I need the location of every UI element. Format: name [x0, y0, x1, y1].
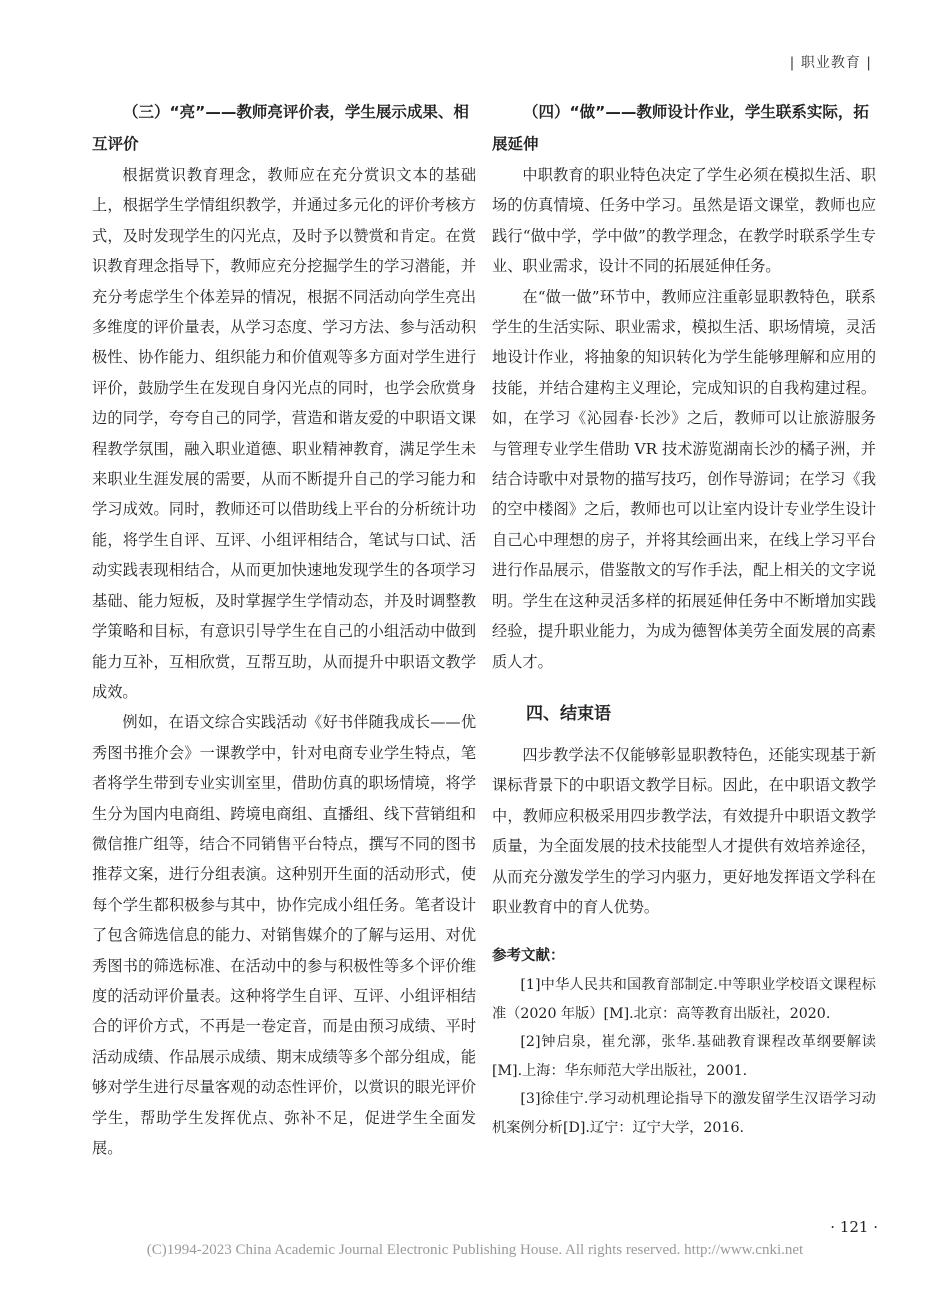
journal-section-header: | 职业教育 |	[789, 55, 872, 71]
body-paragraph: 根据赏识教育理念，教师应在充分赏识文本的基础上，根据学生学情组织教学，并通过多元化的评价考核方式，及时发现学生的闪光点，及时予以赞赏和肯定。在赏识教育理念指导下，教师应充分挖掘学生的学习潜能，并充分考虑学生个体差异的情况，根据不同活动向学生亮出多维度的评价量表，从学习态度、学习方法、参与活动积极性、协作能力、组织能力和价值观等多方面对学生进行评价，鼓励学生在发现自身闪光点的同时，也学会欣赏身边的同学，夸夸自己的同学，营造和谐友爱的中职语文课程教学氛围，融入职业道德、职业精神教育，满足学生未来职业生涯发展的需要，从而不断提升自己的学习能力和学习成效。同时，教师还可以借助线上平台的分析统计功能，将学生自评、互评、小组评相结合，笔试与口试、活动实践表现相结合，从而更加快速地发现学生的各项学习基础、能力短板，及时掌握学生学情动态，并及时调整教学策略和目标，有意识引导学生在自己的小组活动中做到能力互补，互相欣赏，互帮互助，从而提升中职语文教学成效。	[92, 166, 476, 701]
body-paragraph: 例如，在语文综合实践活动《好书伴随我成长——优秀图书推介会》一课教学中，针对电商专业学生特点，笔者将学生带到专业实训室里，借助仿真的职场情境，将学生分为国内电商组、跨境电商组、直播组、线下营销组和微信推广组等，结合不同销售平台特点，撰写不同的图书推荐文案，进行分组表演。这种别开生面的活动形式，使每个学生都积极参与其中，协作完成小组任务。笔者设计了包含筛选信息的能力、对销售媒介的了解与运用、对优秀图书的筛选标准、在活动中的参与积极性等多个评价维度的活动评价量表。这种将学生自评、互评、小组评相结合的评价方式，不再是一卷定音，而是由预习成绩、平时活动成绩、作品展示成绩、期末成绩等多个部分组成，能够对学生进行尽量客观的动态性评价，以赏识的眼光评价学生，帮助学生发挥优点、弥补不足，促进学生全面发展。	[92, 713, 476, 1157]
body-paragraph: 在“做一做”环节中，教师应注重彰显职教特色，联系学生的生活实际、职业需求，模拟生活、职场情境，灵活地设计作业，将抽象的知识转化为学生能够理解和应用的技能，并结合建构主义理论，完成知识的自我构建过程。如，在学习《沁园春·长沙》之后，教师可以让旅游服务与管理专业学生借助 VR 技术游览湖南长沙的橘子洲，并结合诗歌中对景物的描写技巧，创作导游词；在学习《我的空中楼阁》之后，教师也可以让室内设计专业学生设计自己心中理想的房子，并将其绘画出来，在线上学习平台进行作品展示，借鉴散文的写作手法，配上相关的文字说明。学生在这种灵活多样的拓展延伸任务中不断增加实践经验，提升职业能力，为成为德智体美劳全面发展的高素质人才。	[492, 287, 876, 671]
reference-item: [3]徐佳宁.学习动机理论指导下的激发留学生汉语学习动机案例分析[D].辽宁：辽宁大学，2016.	[492, 1091, 876, 1136]
body-paragraph: 中职教育的职业特色决定了学生必须在模拟生活、职场的仿真情境、任务中学习。虽然是语文课堂，教师也应践行“做中学，学中做”的教学理念，在教学时联系学生专业、职业需求，设计不同的拓展延伸任务。	[492, 166, 876, 276]
left-column	[92, 96, 476, 1163]
right-column	[492, 96, 876, 1142]
conclusion-paragraph: 四步教学法不仅能够彰显职教特色，还能实现基于新课标背景下的中职语文教学目标。因此，在中职语文教学中，教师应积极采用四步教学法，有效提升中职语文教学质量，为全面发展的技术技能型人才提供有效培养途径，从而充分激发学生的学习内驱力，更好地发挥语文学科在职业教育中的育人优势。	[492, 745, 876, 916]
reference-item: [1]中华人民共和国教育部制定.中等职业学校语文课程标准（2020 年版）[M].北京：高等教育出版社，2020.	[492, 977, 876, 1022]
page-number: · 121 ·	[830, 1218, 878, 1236]
section-title-zuo: （四）“做”——教师设计作业，学生联系实际，拓展延伸	[492, 103, 869, 153]
section-title-liang: （三）“亮”——教师亮评价表，学生展示成果、相互评价	[92, 103, 469, 153]
conclusion-heading: 四、结束语	[526, 703, 611, 724]
references-heading: 参考文献：	[492, 948, 565, 965]
copyright-footer: (C)1994-2023 China Academic Journal Electronic Publishing House. All rights reserved. http://www.cnki.net	[146, 1242, 804, 1258]
reference-item: [2]钟启泉，崔允漷，张华.基础教育课程改革纲要解读[M].上海：华东师范大学出版社，2001.	[492, 1034, 876, 1079]
